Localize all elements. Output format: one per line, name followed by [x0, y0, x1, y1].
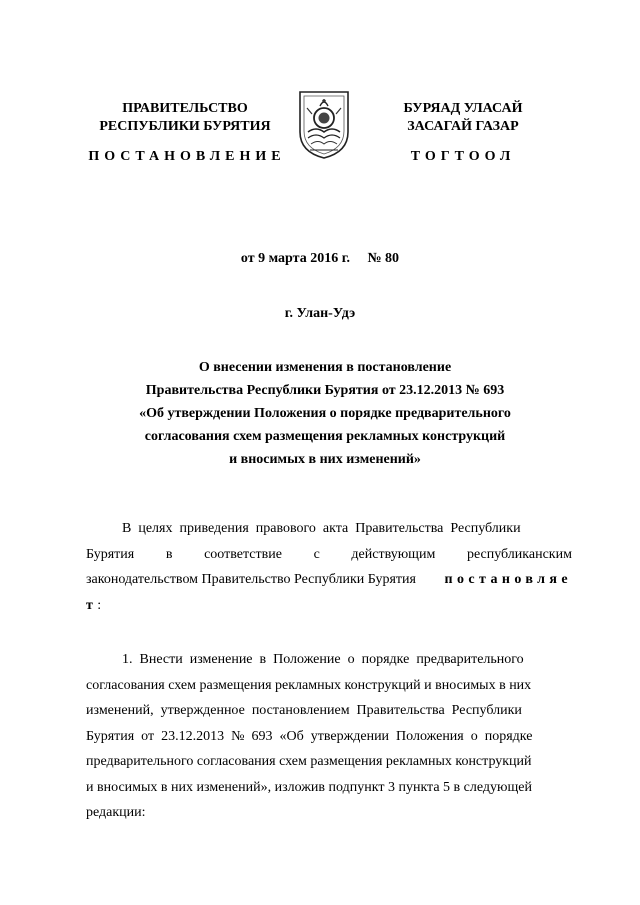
paragraph-line: и вносимых в них изменений», изложив подпункт 3 пункта 5 в следующей [86, 779, 532, 795]
paragraph-line [86, 593, 572, 619]
document-title [90, 356, 560, 471]
header-left-line2: РЕСПУБЛИКИ БУРЯТИЯ [99, 119, 271, 134]
word: действующим [351, 546, 436, 562]
title-line: О внесении изменения в постановление [198, 360, 452, 375]
header-right [338, 100, 588, 136]
doc-type-right: ТОГТООЛ [410, 149, 516, 164]
paragraph-preamble [86, 516, 572, 618]
word: в [165, 546, 173, 562]
paragraph-line: 1. Внести изменение в Положение о порядке предварительного [122, 652, 524, 667]
word: Бурятия [86, 546, 135, 562]
document-date: от 9 марта 2016 г. [240, 251, 350, 266]
title-line: «Об утверждении Положения о порядке предварительного [139, 406, 511, 421]
paragraph-line-text: законодательством Правительство Республики Бурятия [86, 572, 416, 587]
resolution-word: постановляе [444, 572, 572, 587]
colon: : [97, 597, 102, 613]
title-line: и вносимых в них изменений» [229, 452, 421, 467]
paragraph-line [86, 516, 572, 542]
header-right-line1: БУРЯАД УЛАСАЙ [403, 101, 523, 116]
paragraph-line: предварительного согласования схем размещения рекламных конструкций [86, 754, 532, 769]
paragraph-line-spread [86, 542, 572, 568]
paragraph-line-text: В целях приведения правового акта Правительства Республики [122, 521, 521, 536]
title-line: согласования схем размещения рекламных конструкций [144, 429, 506, 444]
doc-type-left: ПОСТАНОВЛЕНИЕ [88, 149, 286, 164]
word: соответствие [204, 546, 282, 562]
paragraph-line: Бурятия от 23.12.2013 № 693 «Об утверждении Положения о порядке [86, 728, 533, 744]
date-line [0, 251, 640, 267]
paragraph-line [86, 567, 572, 593]
word: республиканским [466, 546, 572, 562]
paragraph-line: согласования схем размещения рекламных конструкций и вносимых в них [86, 677, 532, 693]
word: с [313, 546, 320, 562]
paragraph-line: редакции: [86, 805, 146, 820]
paragraph-item-1 [86, 647, 572, 826]
header-right-line2: ЗАСАГАЙ ГАЗАР [407, 119, 519, 134]
paragraph-line: изменений, утвержденное постановлением Правительства Республики [86, 703, 522, 718]
title-line: Правительства Республики Бурятия от 23.12.2013 № 693 [145, 383, 505, 398]
resolution-word-end: т [86, 597, 98, 613]
city: г. Улан-Удэ [284, 306, 356, 321]
header-left-line1: ПРАВИТЕЛЬСТВО [122, 101, 248, 116]
document-number: № 80 [367, 251, 400, 266]
header-left [60, 100, 310, 136]
